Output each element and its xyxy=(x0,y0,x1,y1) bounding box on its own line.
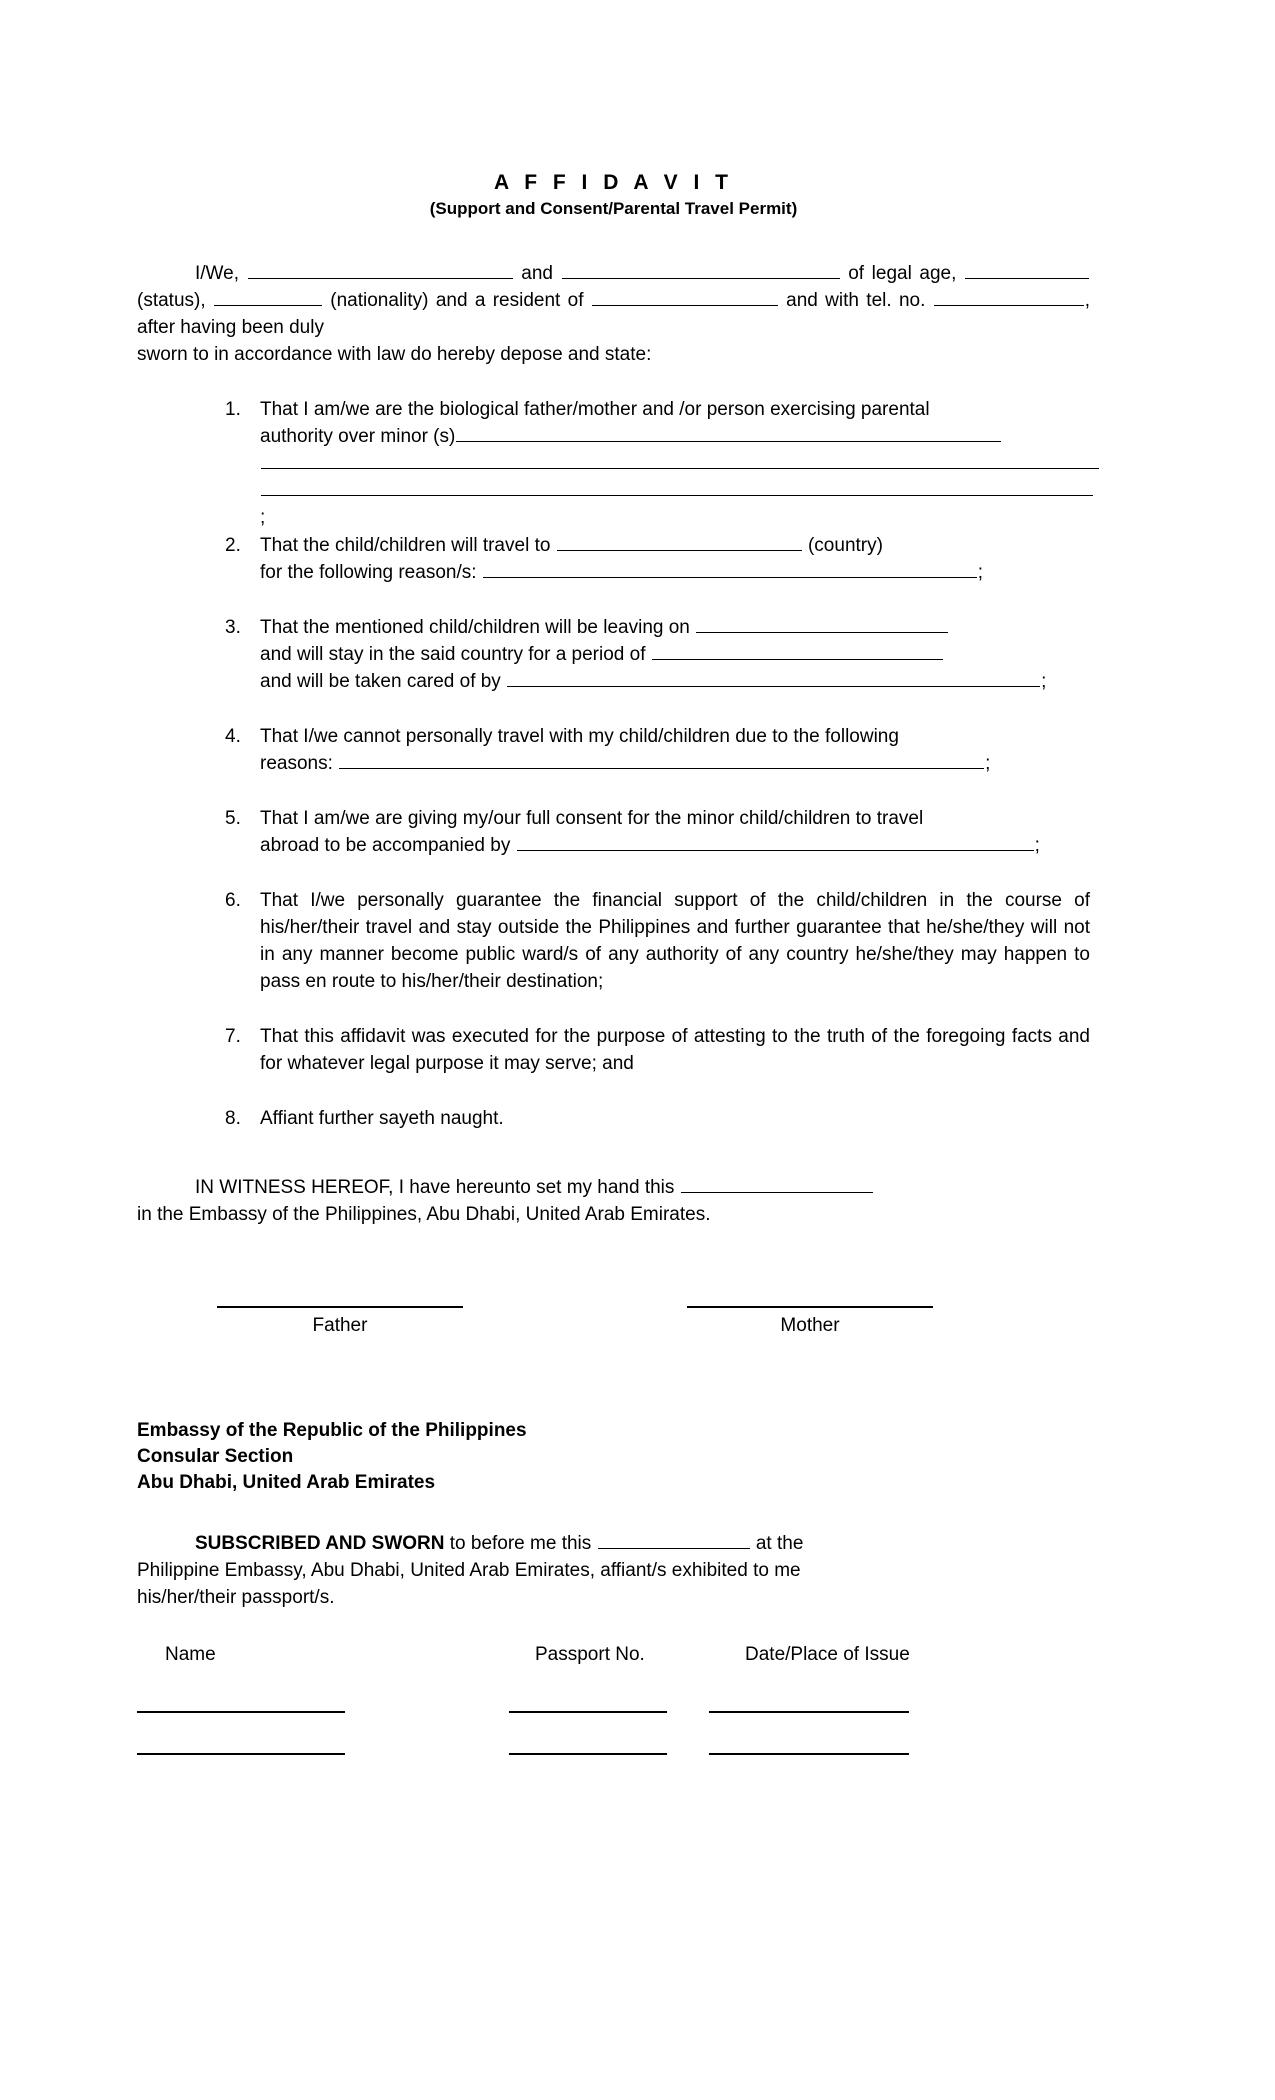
table-row xyxy=(137,1671,1090,1723)
date-place-entry-line-1[interactable] xyxy=(709,1711,909,1713)
witness-line2: in the Embassy of the Philippines, Abu Dhabi, United Arab Emirates. xyxy=(137,1203,711,1225)
intro-seg2: and xyxy=(521,262,553,284)
status-blank[interactable] xyxy=(965,261,1089,279)
item5-line2-text: abroad to be accompanied by xyxy=(260,834,511,856)
intro-seg5: (nationality) and a resident of xyxy=(330,289,584,311)
column-header-passport: Passport No. xyxy=(535,1643,645,1665)
item1-line2 xyxy=(260,423,1090,450)
item8-text: Affiant further sayeth naught. xyxy=(260,1107,504,1129)
mother-signature-block xyxy=(667,1306,953,1339)
residence-blank[interactable] xyxy=(592,288,778,306)
stay-period-blank[interactable] xyxy=(652,642,943,660)
item3-line3 xyxy=(260,668,1090,695)
father-signature-label: Father xyxy=(312,1314,368,1336)
item4-terminator: ; xyxy=(985,752,991,774)
item2-line2 xyxy=(260,559,1090,586)
father-signature-block xyxy=(197,1306,483,1339)
affiant2-name-blank[interactable] xyxy=(562,261,840,279)
embassy-line2: Consular Section xyxy=(137,1445,294,1467)
witness-date-blank[interactable] xyxy=(681,1175,873,1193)
item1-line4 xyxy=(260,477,1090,528)
item5-line2 xyxy=(260,832,1090,859)
sworn-bold-lead: SUBSCRIBED AND SWORN xyxy=(195,1532,445,1554)
item4-line2 xyxy=(260,750,1090,777)
list-item xyxy=(137,614,1090,695)
item3-line2 xyxy=(260,641,1090,668)
minors-blank-2[interactable] xyxy=(261,451,1099,469)
item7-text: That this affidavit was executed for the purpose of attesting to the truth of the foregoing facts and for whatever legal purpose it may serve; and xyxy=(260,1025,1090,1074)
affiant1-name-blank[interactable] xyxy=(248,261,513,279)
mother-signature-label: Mother xyxy=(780,1314,840,1336)
item1-line1: That I am/we are the biological father/mother and /or person exercising parental xyxy=(260,398,930,420)
title-block xyxy=(137,170,1090,220)
item5-line1: That I am/we are giving my/our full consent for the minor child/children to travel xyxy=(260,807,924,829)
intro-seg3: of legal age, xyxy=(848,262,957,284)
cannot-travel-reason-blank[interactable] xyxy=(339,751,984,769)
table-row xyxy=(137,1723,1090,1775)
intro-seg1: I/We, xyxy=(195,262,239,284)
name-entry-line-1[interactable] xyxy=(137,1711,345,1713)
date-place-entry-line-2[interactable] xyxy=(709,1753,909,1755)
witness-clause xyxy=(137,1174,1090,1228)
item1-line3 xyxy=(260,450,1090,477)
document-body xyxy=(137,170,1090,1775)
list-item xyxy=(137,532,1090,586)
signature-row xyxy=(137,1306,1090,1372)
list-item xyxy=(137,805,1090,859)
item2-country-label: (country) xyxy=(807,534,883,556)
table-header-row xyxy=(137,1641,1090,1671)
list-item xyxy=(137,1105,1090,1132)
item1-terminator: ; xyxy=(260,506,266,528)
affidavit-items xyxy=(137,396,1090,1132)
passport-entry-line-2[interactable] xyxy=(509,1753,667,1755)
mother-signature-line[interactable] xyxy=(687,1306,933,1308)
embassy-line1: Embassy of the Republic of the Philippines xyxy=(137,1419,527,1441)
item4-line2-text: reasons: xyxy=(260,752,333,774)
minors-blank-1[interactable] xyxy=(456,424,1001,442)
travel-country-blank[interactable] xyxy=(557,533,802,551)
item3-line1 xyxy=(260,614,1090,641)
item3-terminator: ; xyxy=(1041,670,1047,692)
intro-seg6: and with tel. no. xyxy=(786,289,926,311)
sworn-seg3: Philippine Embassy, Abu Dhabi, United Arab Emirates, affiant/s exhibited to me xyxy=(137,1559,801,1581)
embassy-block xyxy=(137,1418,1090,1496)
intro-seg7: , after having been duly xyxy=(137,289,1090,338)
item6-text: That I/we personally guarantee the financial support of the child/children in the course of his/her/their travel and stay outside the Philippines and further guarantee that he/she/they will not in any manner become public ward/s of any authority of any country he/she/they may happen to pass en route to his/her/their destination; xyxy=(260,889,1090,992)
list-item xyxy=(137,723,1090,777)
passport-entry-line-1[interactable] xyxy=(509,1711,667,1713)
item3-line1-text: That the mentioned child/children will be leaving on xyxy=(260,616,690,638)
sworn-seg2: at the xyxy=(755,1532,804,1554)
item2-line1 xyxy=(260,532,1090,559)
item5-terminator: ; xyxy=(1034,834,1040,856)
sworn-seg4: his/her/their passport/s. xyxy=(137,1586,335,1608)
caretaker-blank[interactable] xyxy=(507,669,1040,687)
witness-line1: IN WITNESS HEREOF, I have hereunto set my hand this xyxy=(195,1176,675,1198)
nationality-blank[interactable] xyxy=(214,288,322,306)
affiant-passport-table xyxy=(137,1641,1090,1775)
item2-terminator: ; xyxy=(977,561,984,583)
name-entry-line-2[interactable] xyxy=(137,1753,345,1755)
page-subtitle: (Support and Consent/Parental Travel Permit) xyxy=(429,199,798,219)
telephone-blank[interactable] xyxy=(934,288,1084,306)
item2-line1-text: That the child/children will travel to xyxy=(260,534,551,556)
item3-line2-text: and will stay in the said country for a period of xyxy=(260,643,646,665)
item2-line2-text: for the following reason/s: xyxy=(260,561,477,583)
companion-blank[interactable] xyxy=(517,833,1034,851)
travel-reason-blank[interactable] xyxy=(483,560,977,578)
sworn-date-blank[interactable] xyxy=(598,1531,750,1549)
item1-line2-text: authority over minor (s) xyxy=(260,425,456,447)
item4-line1: That I/we cannot personally travel with my child/children due to the following xyxy=(260,725,899,747)
intro-paragraph xyxy=(137,260,1090,368)
sworn-clause xyxy=(137,1530,1090,1611)
column-header-name: Name xyxy=(165,1643,216,1665)
column-header-date-place: Date/Place of Issue xyxy=(745,1643,910,1665)
embassy-line3: Abu Dhabi, United Arab Emirates xyxy=(137,1471,436,1493)
list-item xyxy=(137,1023,1090,1077)
intro-last-line: sworn to in accordance with law do hereby depose and state: xyxy=(137,343,652,365)
list-item xyxy=(137,396,1090,528)
list-item xyxy=(137,887,1090,995)
departure-date-blank[interactable] xyxy=(696,615,948,633)
minors-blank-3[interactable] xyxy=(261,478,1093,496)
item3-line3-text: and will be taken cared of by xyxy=(260,670,501,692)
intro-seg4: (status), xyxy=(137,289,206,311)
father-signature-line[interactable] xyxy=(217,1306,463,1308)
sworn-seg1: to before me this xyxy=(449,1532,592,1554)
page-title: A F F I D A V I T xyxy=(494,171,733,194)
